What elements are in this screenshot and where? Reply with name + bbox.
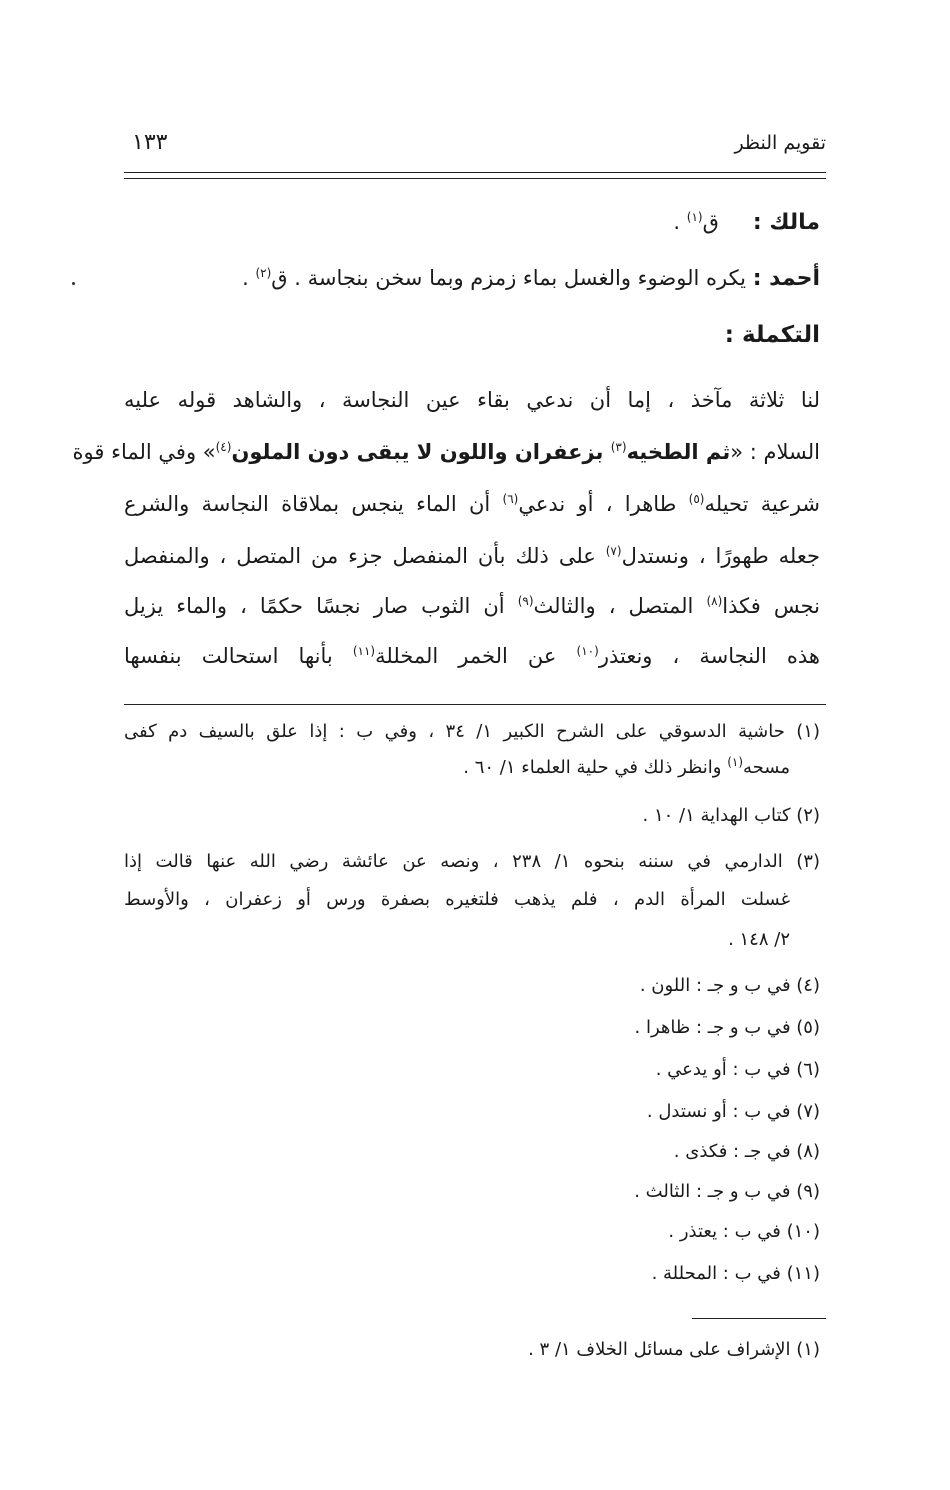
footnote-4: (٤) في ب و جـ : اللون .: [639, 975, 820, 996]
footnote-8: (٨) في جـ : فكذى .: [673, 1141, 820, 1162]
text-run: طاهرا ، أو ندعي: [518, 492, 689, 516]
hadith-bold: ثم الطخيه: [626, 440, 731, 464]
footnote-separator: [124, 704, 826, 705]
footnote-ref: (١): [686, 210, 703, 224]
text-run: أن الثوب صار نجسًا حكمًا ، والماء يزيل: [124, 594, 518, 618]
text-run: شرعية تحيله: [704, 492, 820, 516]
text-run: على ذلك بأن المنفصل جزء من المتصل ، والمنفصل: [124, 544, 606, 568]
footnote-2: (٢) كتاب الهداية ١/ ١٠ .: [642, 805, 820, 826]
footnote-ref: (٦): [502, 492, 519, 506]
text-run: المتصل ، والثالث: [533, 594, 707, 618]
hadith-bold: بزعفران واللون لا يبقى دون الملون: [231, 440, 611, 464]
entry-tail: .: [673, 210, 687, 234]
footnote-6: (٦) في ب : أو يدعي .: [655, 1059, 820, 1080]
footnote-ref: (٢): [255, 266, 272, 280]
footnote-1-line-1: (١) حاشية الدسوقي على الشرح الكبير ١/ ٣٤ ، وفي ب : إذا علق بالسيف دم كفى: [124, 721, 820, 742]
footnote-3-line-1: (٣) الدارمي في سننه بنحوه ١/ ٢٣٨ ، ونصه عن عائشة رضي الله عنها قالت إذا: [124, 851, 820, 872]
speck: [72, 282, 75, 285]
editor-footnote: (١) الإشراف على مسائل الخلاف ١/ ٣ .: [528, 1339, 820, 1360]
text-run: أن الماء ينجس بملاقاة النجاسة والشرع: [124, 492, 503, 516]
footnote-3-line-3: ٢/ ١٤٨ .: [728, 929, 790, 950]
footnote-ref: (١٠): [576, 644, 599, 658]
footnote-ref: (١): [727, 755, 744, 769]
text-run: هذه النجاسة ، ونعتذر: [598, 644, 820, 668]
text-run: السلام : «: [730, 440, 820, 464]
running-title: تقويم النظر: [734, 132, 826, 154]
body-line-2: [72, 432, 820, 472]
page-number: ١٣٣: [132, 130, 168, 155]
footnote-10: (١٠) في ب : يعتذر .: [668, 1221, 820, 1242]
footnote-1-line-2: [124, 752, 790, 784]
footnote-ref: (٩): [517, 594, 534, 608]
text-run: وانظر ذلك في حلية العلماء ١/ ٦٠ .: [463, 757, 728, 778]
footnote-3-line-2: غسلت المرأة الدم ، فلم يذهب فلتغيره بصفرة ورس أو زعفران ، والأوسط: [124, 889, 790, 910]
entry-text: يكره الوضوء والغسل بماء زمزم وبما سخن بنجاسة . ق: [271, 266, 753, 290]
body-line-6: [124, 636, 820, 676]
text-run: بأنها استحالت بنفسها: [124, 644, 353, 668]
footnote-ref: (٥): [688, 492, 705, 506]
body-line-5: [124, 586, 820, 626]
text-run: نجس فكذا: [722, 594, 820, 618]
footnote-ref: (١١): [352, 644, 376, 658]
body-line-4: [124, 536, 820, 576]
footnote-9: (٩) في ب و جـ : الثالث .: [634, 1181, 820, 1202]
entry-tail: .: [242, 266, 256, 290]
editor-note-separator: [692, 1318, 826, 1319]
section-heading: التكملة :: [724, 322, 820, 348]
entry-ahmad: [242, 266, 820, 291]
footnote-ref: (٨): [706, 594, 723, 608]
footnote-11: (١١) في ب : المحللة .: [651, 1263, 820, 1284]
text-run: عن الخمر المخللة: [375, 644, 577, 668]
footnote-ref: (٧): [605, 544, 622, 558]
footnote-5: (٥) في ب و جـ : ظاهرا .: [634, 1017, 820, 1038]
entry-malik: [673, 210, 820, 235]
entry-label: مالك :: [752, 210, 820, 235]
footnote-7: (٧) في ب : أو نستدل .: [646, 1101, 820, 1122]
header-rule-thin: [124, 178, 826, 179]
page-header: [124, 128, 826, 164]
text-run: جعله طهورًا ، ونستدل: [621, 544, 820, 568]
entry-label: أحمد :: [752, 266, 820, 291]
footnote-ref: (٣): [610, 440, 627, 454]
entry-text: ق: [702, 210, 719, 234]
body-line-3: [124, 484, 820, 524]
footnote-ref: (٤): [215, 440, 232, 454]
text-run: » وفي الماء قوة: [72, 440, 216, 464]
text-run: مسحه: [743, 757, 790, 778]
body-line-1: لنا ثلاثة مآخذ ، إما أن ندعي بقاء عين النجاسة ، والشاهد قوله عليه: [124, 388, 820, 412]
header-rule-thick: [124, 172, 826, 173]
